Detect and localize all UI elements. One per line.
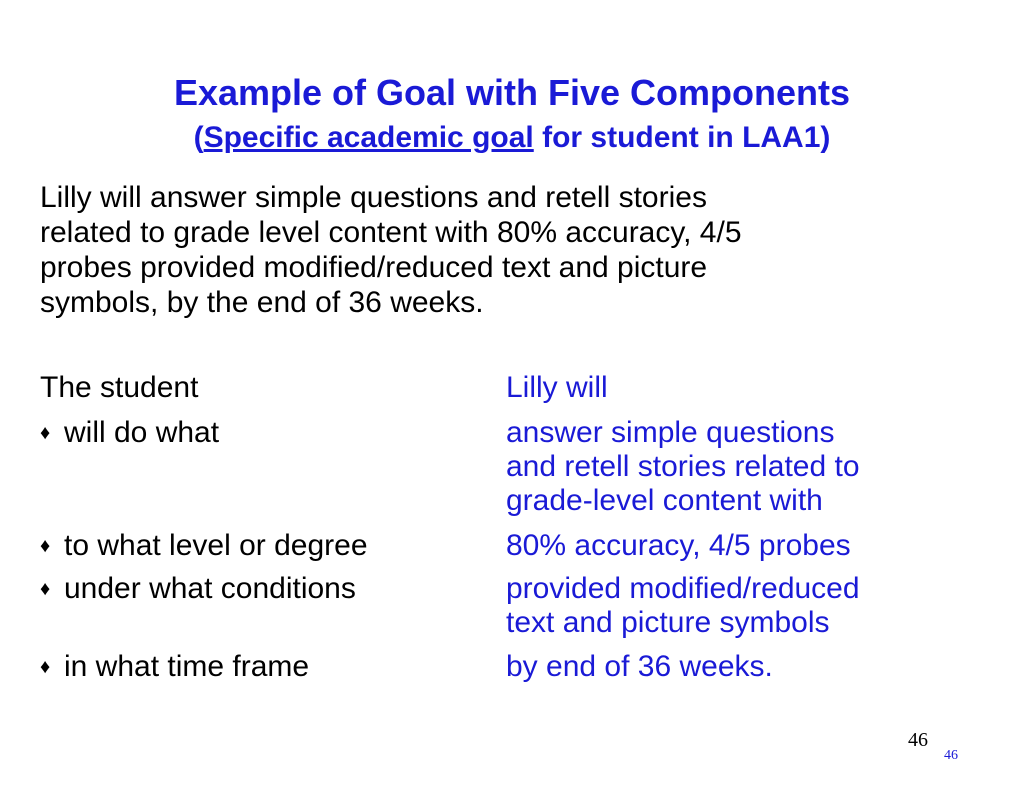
page-number-small: 46 bbox=[944, 748, 958, 763]
component-label-time-frame bbox=[40, 650, 309, 684]
component-label-level-degree bbox=[40, 529, 368, 563]
diamond-bullet-icon: ♦ bbox=[40, 656, 51, 678]
subtitle-rest: for student in LAA1) bbox=[533, 121, 831, 154]
component-value-will-do-what bbox=[506, 416, 860, 518]
diamond-bullet-icon: ♦ bbox=[40, 535, 51, 557]
subtitle-open-paren: ( bbox=[193, 121, 204, 154]
component-value-line: by end of 36 weeks. bbox=[506, 650, 773, 683]
component-value-time-frame bbox=[506, 650, 773, 684]
slide-subtitle bbox=[0, 118, 1024, 158]
goal-statement bbox=[40, 180, 940, 320]
component-value-level-degree bbox=[506, 529, 851, 563]
component-value-line: answer simple questions bbox=[506, 416, 835, 449]
component-label-text: will do what bbox=[64, 416, 220, 449]
component-value-line: grade-level content with bbox=[506, 484, 823, 517]
goal-line: Lilly will answer simple questions and retell stories bbox=[40, 181, 707, 214]
diamond-bullet-icon: ♦ bbox=[40, 422, 51, 444]
subtitle-underlined-text: Specific academic goal bbox=[203, 121, 534, 154]
component-header-left: The student bbox=[40, 371, 199, 404]
goal-line: probes provided modified/reduced text and picture bbox=[40, 251, 708, 284]
component-value-line: text and picture symbols bbox=[506, 606, 830, 639]
component-value-line: provided modified/reduced bbox=[506, 572, 860, 605]
component-label-conditions bbox=[40, 572, 356, 606]
page-number: 46 bbox=[908, 729, 928, 751]
component-header-right: Lilly will bbox=[506, 371, 608, 404]
component-value-line: 80% accuracy, 4/5 probes bbox=[506, 529, 851, 562]
component-label-text: under what conditions bbox=[64, 572, 356, 605]
component-value-conditions bbox=[506, 572, 860, 640]
goal-line: symbols, by the end of 36 weeks. bbox=[40, 286, 484, 319]
component-label-will-do-what bbox=[40, 416, 219, 450]
component-value-line: and retell stories related to bbox=[506, 450, 860, 483]
slide-title: Example of Goal with Five Components bbox=[173, 72, 851, 113]
diamond-bullet-icon: ♦ bbox=[40, 578, 51, 600]
goal-line: related to grade level content with 80% accuracy, 4/5 bbox=[40, 216, 742, 249]
component-label-text: to what level or degree bbox=[64, 529, 368, 562]
component-label-text: in what time frame bbox=[64, 650, 310, 683]
